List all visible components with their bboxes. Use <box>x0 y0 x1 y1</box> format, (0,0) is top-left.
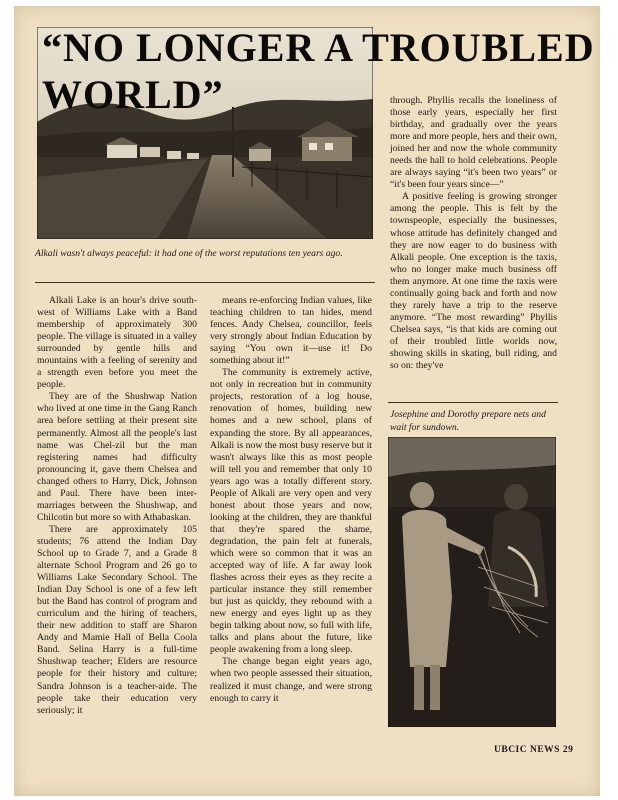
article-column-1 <box>37 295 197 717</box>
article-column-3 <box>390 95 557 372</box>
paragraph: A positive feeling is growing stronger among the people. This is felt by the townspeople, especially the businesses, whose attitude has definitely changed and they are now eager to do business with Alkali people. One exception is the taxis, who no longer make much business off them anymore. At one time the taxis were continually going back and forth and now they rarely have a trip to the reserve anymore. “The most rewarding” Phyllis Chelsea says, “is that kids are coming out of their troubled little worlds now, showing skills in skating, bull riding, and so on: they've <box>390 191 557 372</box>
caption-divider <box>35 282 375 283</box>
paragraph: Alkali Lake is an hour's drive south-west of Williams Lake with a Band membership of approximately 300 people. The village is situated in a valley surrounded by gentle hills and mountains with a feeling of serenity and a strength even before you meet the people. <box>37 295 197 391</box>
top-photo-caption: Alkali wasn't always peaceful: it had one of the worst reputations ten years ago. <box>35 248 343 259</box>
headline-line-1: “NO LONGER A TROUBLED <box>42 25 595 70</box>
paragraph: They are of the Shushwap Nation who lived at one time in the Gang Ranch area before settling at their present site permanently. Almost all the people's last name was Chel-zil but the man registering names had difficulty pronouncing it, gave them Chelsea and changed others to Harry, Dick, Johnson and Paul. There have been inter-marriages between the Shushwap, and Chilcotin but more so with Athabaskan. <box>37 391 197 523</box>
page-footer: UBCIC NEWS 29 <box>494 745 574 755</box>
paragraph: The community is extremely active, not only in recreation but in community projects, restoration of a log house, renovation of homes, building new homes and a new school, plans of expanding the store. By all appearances, Alkali is now the most busy reserve but it wasn't always like this as most people will tell you and remember that only 10 years ago was a totally different story. People of Alkali are very open and very honest about those years and now, looking at the children, they are thankful that they're spared the shame, degradation, the pain felt at funerals, which were so common that it was an accepted way of life. A far away look flashes across their eyes as they recite a particular instance they still remember but just as quickly, they rebound with a new energy and eyes light up as they begin talking about now, so full with life, talks and plans about the future, like people awakening from a long sleep. <box>210 367 372 656</box>
bottom-photo-caption: Josephine and Dorothy prepare nets and wait for sundown. <box>390 409 546 433</box>
article-column-2 <box>210 295 372 705</box>
women-nets-photo <box>388 437 556 727</box>
headline-line-2: WORLD” <box>42 72 224 117</box>
paragraph: through. Phyllis recalls the loneliness of those early years, especially her first birthday, and gradually over the years more and more people, hers and their own, joined her and now the whole community needs the hall to hold celebrations. People are always saying “it's been two years” or “it's been four years since—” <box>390 95 557 191</box>
paragraph: means re-enforcing Indian values, like teaching children to tan hides, mend fences. Andy Chelsea, councillor, feels very strongly about Indian Education by saying “You own it—use it! Do something about it!” <box>210 295 372 367</box>
scan-speck: ˙ <box>596 172 599 182</box>
side-caption-divider <box>388 402 558 403</box>
paragraph: There are approximately 105 students; 76 attend the Indian Day School up to Grade 7, and a Grade 8 alternate School Program and 26 go to Williams Lake Secondary School. The Indian Day School is one of a few left but the Band has control of program and curriculum and the hiring of teachers, their new addition to staff are Sharon Andy and Mamie Hall of Bella Coola Band. Selina Harry is a full-time Shushwap teacher; Elders are resource people for their history and culture; Sandra Johnson is a teacher-aide. The people take their education very seriously; it <box>37 523 197 716</box>
women-nets-image <box>388 437 556 727</box>
paragraph: The change began eight years ago, when two people assessed their situation, realized it must change, and were strong enough to carry it <box>210 656 372 704</box>
